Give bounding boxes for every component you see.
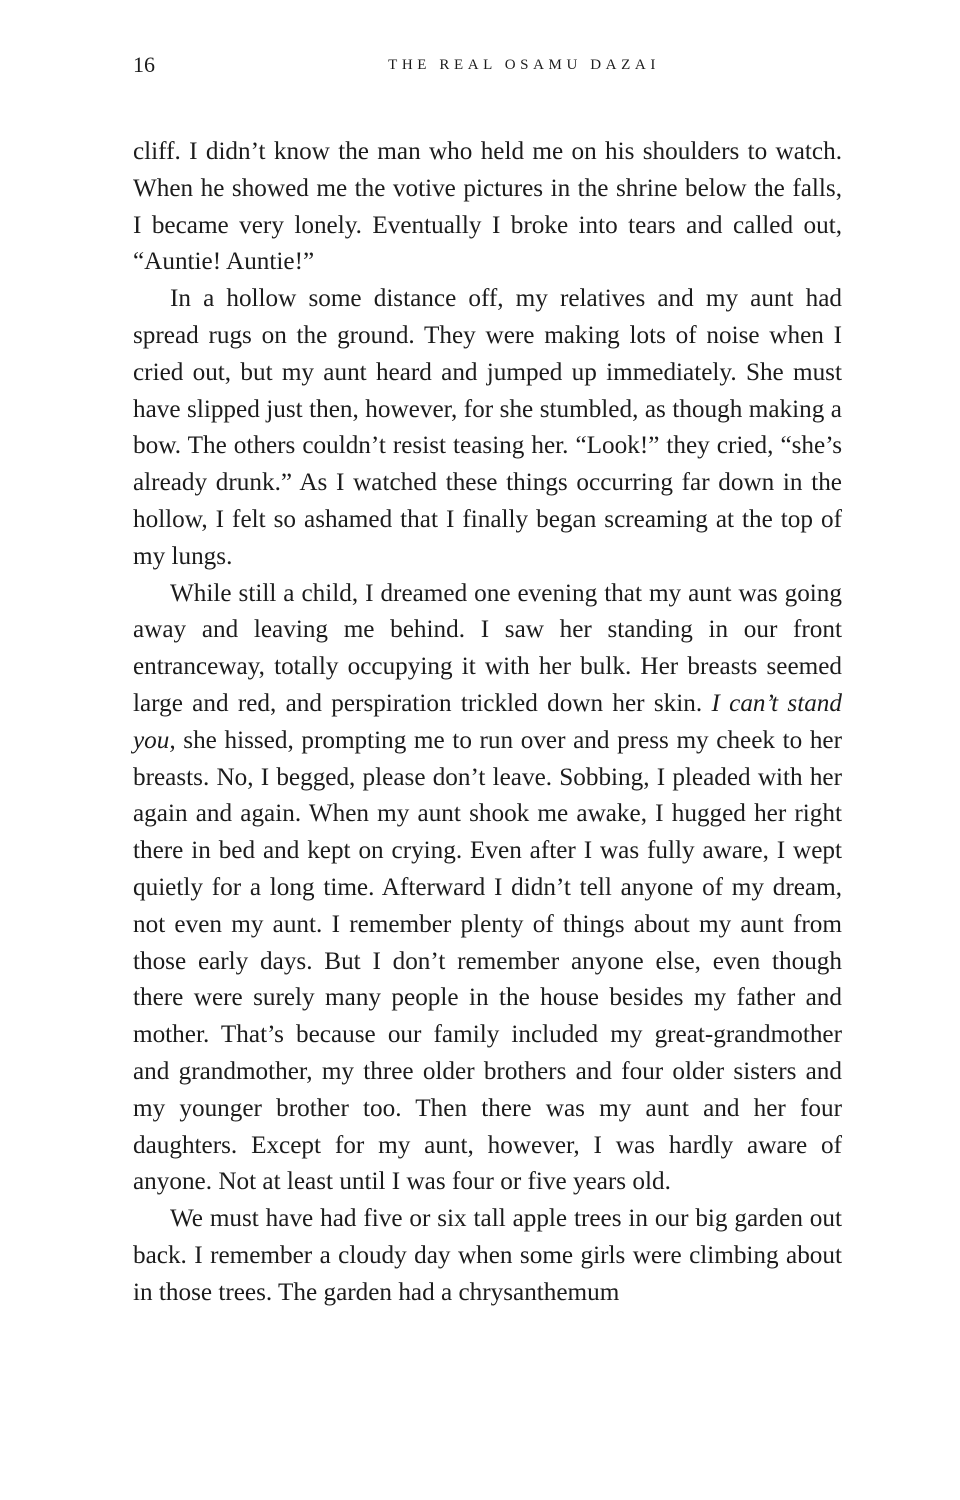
paragraph-3-text-start: While still a child, I dreamed one evening that my aunt was going away and leaving me behind. I saw her standing in our front entranceway, totally occupying it with her bulk. Her breasts seemed large and red, and perspiration trickled down her skin.: [133, 579, 842, 717]
paragraph-4: We must have had five or six tall apple trees in our big garden out back. I remember a cloudy day when some girls were climbing about in those trees. The garden had a chrysanthemum: [133, 1205, 842, 1306]
body-text: [133, 134, 842, 1312]
paragraph-1: cliff. I didn’t know the man who held me on his shoulders to watch. When he showed me the votive pictures in the shrine below the falls, I became very lonely. Eventually I broke into tears and called out, “Auntie! Auntie!”: [133, 138, 842, 276]
paragraph-3-text-end: she hissed, prompting me to run over and press my cheek to her breasts. No, I begged, please don’t leave. Sobbing, I pleaded with her again and again. When my aunt shook me awake, I hugged her right there in bed and kept on crying. Even after I was fully aware, I wept quietly for a long time. Afterward I didn’t tell anyone of my dream, not even my aunt. I remember plenty of things about my aunt from those early days. But I don’t remember anyone else, even though there were surely many people in the house besides my father and mother. That’s because our family included my great-grandmother and grandmother, my three older brothers and four older sisters and my younger brother too. Then there was my aunt and her four daughters. Except for my aunt, however, I was hardly aware of anyone. Not at least until I was four or five years old.: [133, 726, 842, 1196]
running-head: [133, 50, 843, 80]
paragraph-2: In a hollow some distance off, my relatives and my aunt had spread rugs on the ground. They were making lots of noise when I cried out, but my aunt heard and jumped up immediately. She must have slipped just then, however, for she stumbled, as though making a bow. The others couldn’t resist teasing her. “Look!” they cried, “she’s already drunk.” As I watched these things occurring far down in the hollow, I felt so ashamed that I finally began screaming at the top of my lungs.: [133, 285, 842, 570]
paragraph-3: [133, 576, 842, 1202]
italic-quote: I can’t stand you,: [133, 689, 842, 754]
book-title: THE REAL OSAMU DAZAI: [388, 57, 660, 73]
page-number: 16: [133, 52, 155, 77]
